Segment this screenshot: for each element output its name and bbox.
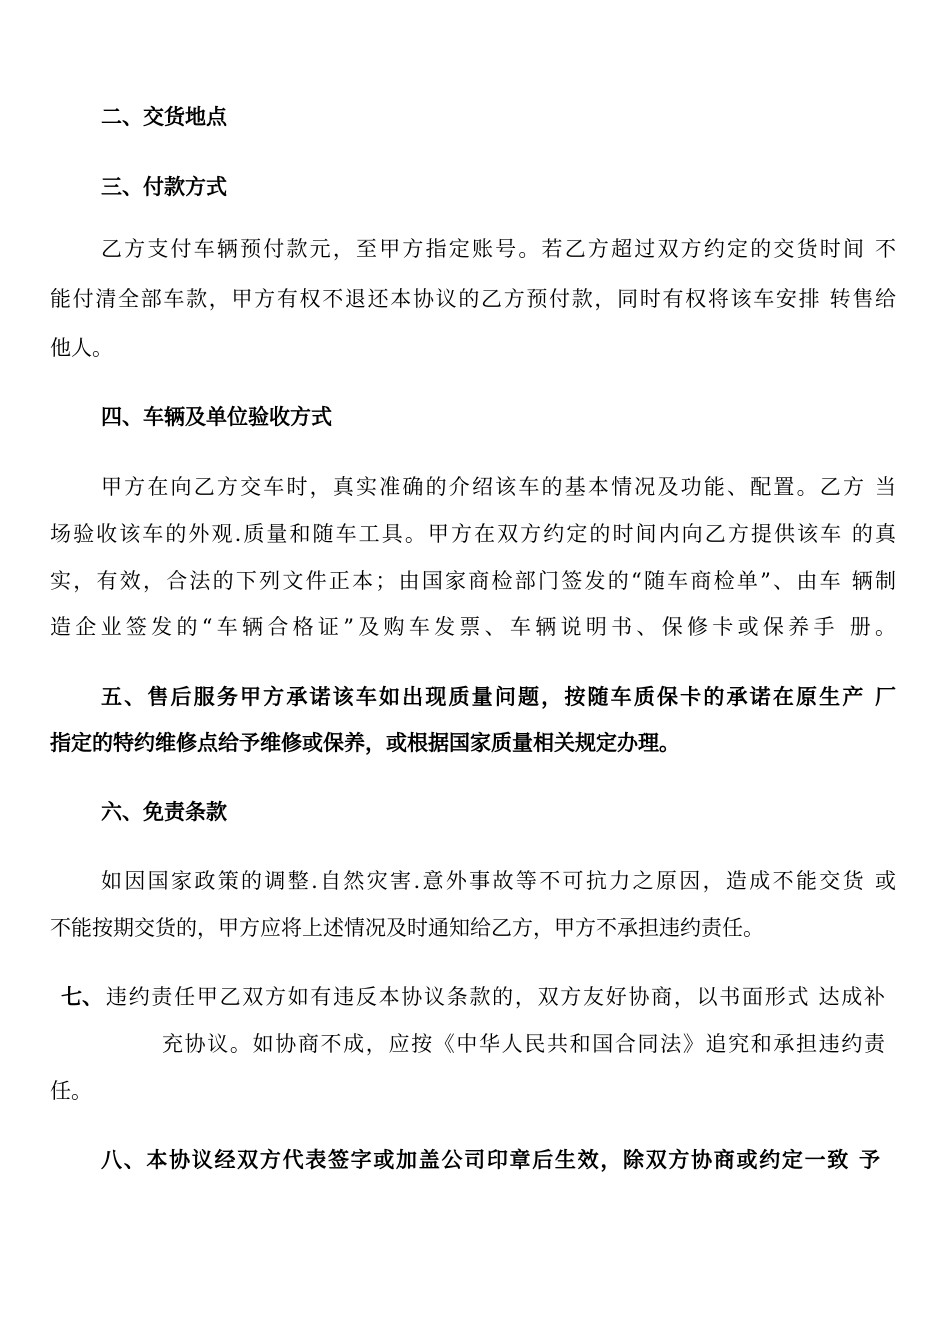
section-3-line-1: 乙方支付车辆预付款元，至甲方指定账号。若乙方超过双方约定的交货时间 不 (101, 237, 896, 261)
section-2-heading: 二、交货地点 (101, 104, 227, 129)
section-4-line-2: 场验收该车的外观.质量和随车工具。甲方在双方约定的时间内向乙方提供该车 的真 (50, 522, 896, 546)
section-3-line-3: 他人。 (50, 336, 113, 360)
section-6-heading: 六、免责条款 (101, 799, 227, 824)
section-4-line-1: 甲方在向乙方交车时，真实准确的介绍该车的基本情况及功能、配置。乙方 当 (101, 475, 896, 499)
section-5-line-1: 五、售后服务甲方承诺该车如出现质量问题，按随车质保卡的承诺在原生产 厂 (101, 684, 896, 709)
section-7-line-2: 充协议。如协商不成，应按《中华人民共和国合同法》追究和承担违约责 (162, 1032, 885, 1056)
section-8-line-1: 八、本协议经双方代表签字或加盖公司印章后生效，除双方协商或约定一致 予 (101, 1147, 880, 1172)
section-6-line-2: 不能按期交货的，甲方应将上述情况及时通知给乙方，甲方不承担违约责任。 (50, 916, 764, 940)
section-4-line-3: 实，有效，合法的下列文件正本；由国家商检部门签发的“随车商检单”、由车 辆制 (50, 569, 896, 593)
section-5-line-2: 指定的特约维修点给予维修或保养，或根据国家质量相关规定办理。 (50, 730, 680, 755)
section-7-number: 七、 (61, 984, 103, 1009)
section-7-line-1: 违约责任甲乙双方如有违反本协议条款的，双方友好协商，以书面形式 达成补 (106, 985, 885, 1009)
section-7-line-3: 任。 (50, 1079, 92, 1103)
section-4-line-4: 造企业签发的“车辆合格证”及购车发票、车辆说明书、保修卡或保养手 册。 (50, 615, 896, 639)
section-3-heading: 三、付款方式 (101, 174, 227, 199)
section-4-heading: 四、车辆及单位验收方式 (101, 404, 332, 429)
section-3-line-2: 能付清全部车款，甲方有权不退还本协议的乙方预付款，同时有权将该车安排 转售给 (50, 287, 897, 311)
section-6-line-1: 如因国家政策的调整.自然灾害.意外事故等不可抗力之原因，造成不能交货 或 (101, 869, 896, 893)
